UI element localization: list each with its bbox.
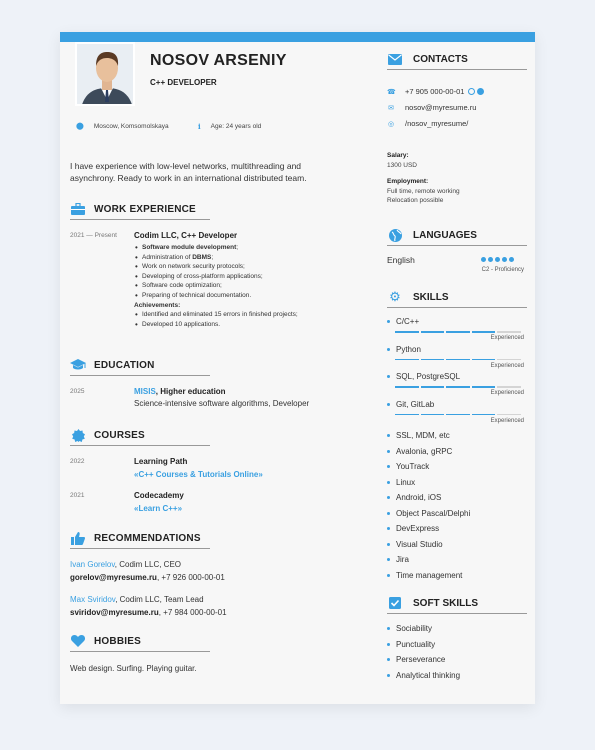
language-dot <box>488 257 493 262</box>
list-item: • Developed 10 applications. <box>134 320 374 330</box>
skill-bar-segment <box>472 414 496 416</box>
course-year: 2021 <box>70 492 85 499</box>
mail-icon: ✉ <box>388 104 394 112</box>
recommender-email: sviridov@myresume.ru <box>70 608 159 617</box>
skill-bar-segment <box>497 386 521 388</box>
section-title: HOBBIES <box>94 635 141 647</box>
bullet-icon <box>387 643 390 646</box>
hobbies-header <box>70 634 210 652</box>
list-item: • Work on network security protocols; <box>134 262 374 272</box>
language-level: C2 - Proficiency <box>481 267 524 273</box>
skill-bar-segment <box>446 414 470 416</box>
skill-item: Avalonia, gRPC <box>387 447 527 456</box>
language-dot <box>495 257 500 262</box>
age <box>198 122 261 131</box>
skill-level-bar <box>395 414 521 416</box>
skill-bar-segment <box>446 359 470 361</box>
language-level-dots <box>481 257 514 262</box>
skill-bar-segment <box>395 359 419 361</box>
badge-icon <box>70 428 86 442</box>
languages-header <box>387 228 527 246</box>
skill-bar-segment <box>421 386 445 388</box>
soft-skills-header <box>387 596 527 614</box>
resume-sheet <box>60 32 535 704</box>
skill-bar-segment <box>421 331 445 333</box>
summary-text: I have experience with low-level networks, multithreading and asynchrony. Ready to work in an international distributed team. <box>70 161 307 183</box>
list-item: • Identified and eliminated 15 errors in finished projects; <box>134 310 374 320</box>
section-title: CONTACTS <box>413 53 468 65</box>
contact-github[interactable]: ◎ /nosov_myresume/ <box>387 119 469 128</box>
section-title: WORK EXPERIENCE <box>94 203 196 215</box>
section-title: COURSES <box>94 429 145 441</box>
course-name: «C++ Courses & Tutorials Online» <box>134 470 263 479</box>
candidate-name: NOSOV ARSENIY <box>150 52 287 69</box>
github-icon: ◎ <box>387 120 395 128</box>
section-title: RECOMMENDATIONS <box>94 532 201 544</box>
bullet-icon <box>387 543 390 546</box>
skill-item: DevExpress <box>387 524 527 533</box>
course-provider: Codecademy <box>134 491 184 500</box>
skill-item: Time management <box>387 571 527 580</box>
location-pin-icon: ⬤ <box>76 123 84 130</box>
skill-bar-segment <box>395 386 419 388</box>
salary-label: Salary: <box>387 152 409 159</box>
telegram-icon[interactable] <box>477 88 484 95</box>
messenger-icons <box>468 88 484 95</box>
course-provider: Learning Path <box>134 457 188 466</box>
bullet-icon <box>387 465 390 468</box>
skill-bar-segment <box>395 331 419 333</box>
skill-item: YouTrack <box>387 462 527 471</box>
thumbs-up-icon <box>70 531 86 545</box>
education-title: MISIS, Higher education <box>134 387 226 396</box>
course-year: 2022 <box>70 458 85 465</box>
skill-bar-segment <box>472 331 496 333</box>
contact-phone: ☎ +7 905 000-00-01 <box>387 87 484 96</box>
recommendation-1: Ivan Gorelov, Codim LLC, CEO gorelov@myresume.ru, +7 926 000-00-01 <box>70 560 225 582</box>
skill-item: SQL, PostgreSQL <box>387 372 527 381</box>
skill-bar-segment <box>446 386 470 388</box>
education-year: 2025 <box>70 388 85 395</box>
skill-level-bar <box>395 331 521 333</box>
contacts-header <box>387 52 527 70</box>
recommender-email: gorelov@myresume.ru <box>70 573 157 582</box>
list-item: • Software module development; <box>134 243 374 253</box>
skill-level: Experienced <box>490 335 524 341</box>
candidate-role: C++ DEVELOPER <box>150 78 217 87</box>
info-icon: i <box>198 122 201 131</box>
soft-skill-item: Punctuality <box>387 640 527 649</box>
language-dot <box>502 257 507 262</box>
skill-level-bar <box>395 359 521 361</box>
work-period: 2021 — Present <box>70 232 117 239</box>
skill-item: C/C++ <box>387 317 527 326</box>
bullet-icon <box>387 574 390 577</box>
education-field: Science-intensive software algorithms, Developer <box>134 399 310 408</box>
recommender-name: Max Sviridov <box>70 595 116 604</box>
age-text: Age: 24 years old <box>210 123 262 130</box>
skill-bar-segment <box>421 359 445 361</box>
education-header <box>70 358 210 376</box>
profile-photo <box>75 42 135 106</box>
briefcase-icon <box>70 202 86 216</box>
bullet-icon <box>387 674 390 677</box>
skill-level: Experienced <box>490 362 524 369</box>
bullet-icon <box>387 527 390 530</box>
section-title: LANGUAGES <box>413 229 477 241</box>
course-name: «Learn C++» <box>134 504 183 513</box>
list-item: • Preparing of technical documentation. <box>134 291 374 301</box>
location <box>76 122 169 130</box>
skill-item: Git, GitLab <box>387 400 527 409</box>
bullet-icon <box>387 348 390 351</box>
list-item: • Developing of cross-platform applications; <box>134 272 374 282</box>
bullet-icon <box>387 658 390 661</box>
section-title: EDUCATION <box>94 359 155 371</box>
skill-bar-segment <box>497 359 521 361</box>
employment-value: Full time, remote working Relocation possible <box>387 188 460 204</box>
bullet-icon <box>387 434 390 437</box>
skill-item: Object Pascal/Delphi <box>387 509 527 518</box>
skill-item: Linux <box>387 478 527 487</box>
language-name: English <box>387 255 415 265</box>
skill-item: Visual Studio <box>387 540 527 549</box>
bullet-icon <box>387 558 390 561</box>
checkbox-icon <box>387 596 403 610</box>
achievements-label: Achievements: <box>134 301 181 309</box>
bullet-icon <box>387 375 390 378</box>
employment-label: Employment: <box>387 178 429 185</box>
skill-bar-segment <box>421 414 445 416</box>
skill-bar-segment <box>497 414 521 416</box>
contact-email[interactable]: ✉ nosov@myresume.ru <box>388 103 477 112</box>
envelope-icon <box>387 52 403 66</box>
bullet-icon <box>387 496 390 499</box>
phone-icon: ☎ <box>387 88 396 96</box>
section-title: SKILLS <box>413 291 449 303</box>
work-experience-header <box>70 202 210 220</box>
skill-bar-segment <box>395 414 419 416</box>
skill-item: Jira <box>387 555 527 564</box>
whatsapp-icon[interactable] <box>468 88 475 95</box>
location-text: Moscow, Komsomolskaya <box>93 122 169 130</box>
skill-level: Experienced <box>490 390 524 396</box>
bullet-icon <box>387 627 390 630</box>
language-dot <box>481 257 486 262</box>
bullet-icon <box>387 512 390 515</box>
skill-bar-segment <box>472 359 496 361</box>
language-dot <box>509 257 514 262</box>
bullet-icon <box>387 320 390 323</box>
bullet-icon <box>387 481 390 484</box>
top-accent-bar <box>60 32 535 42</box>
bullet-icon <box>387 450 390 453</box>
skill-bar-segment <box>497 331 521 333</box>
soft-skill-item: Sociability <box>387 624 527 633</box>
globe-icon <box>387 228 403 242</box>
skill-bar-segment <box>446 331 470 333</box>
skill-level: Experienced <box>490 417 524 424</box>
recommendation-2: Max Sviridov, Codim LLC, Team Lead sviridov@myresume.ru, +7 984 000-00-01 <box>70 595 227 617</box>
work-duties-list <box>134 243 374 329</box>
skills-header <box>387 290 527 308</box>
salary-value: 1300 USD <box>387 162 417 169</box>
heart-icon <box>70 634 86 648</box>
skill-item: SSL, MDM, etc <box>387 431 527 440</box>
list-item: • Administration of DBMS; <box>134 253 374 263</box>
skill-item: Android, iOS <box>387 493 527 502</box>
hobbies-text: Web design. Surfing. Playing guitar. <box>70 664 197 673</box>
recommender-name: Ivan Gorelov <box>70 560 115 569</box>
skill-bar-segment <box>472 386 496 388</box>
bullet-icon <box>387 403 390 406</box>
work-position: Codim LLC, C++ Developer <box>134 231 238 240</box>
graduation-cap-icon <box>70 358 86 372</box>
recommendations-header <box>70 531 210 549</box>
soft-skill-item: Perseverance <box>387 655 527 664</box>
soft-skill-item: Analytical thinking <box>387 671 527 680</box>
skill-level-bar <box>395 386 521 388</box>
section-title: SOFT SKILLS <box>413 597 478 609</box>
gears-icon: ⚙ <box>389 289 401 304</box>
skill-item: Python <box>387 345 527 354</box>
list-item: • Software code optimization; <box>134 281 374 291</box>
courses-header <box>70 428 210 446</box>
